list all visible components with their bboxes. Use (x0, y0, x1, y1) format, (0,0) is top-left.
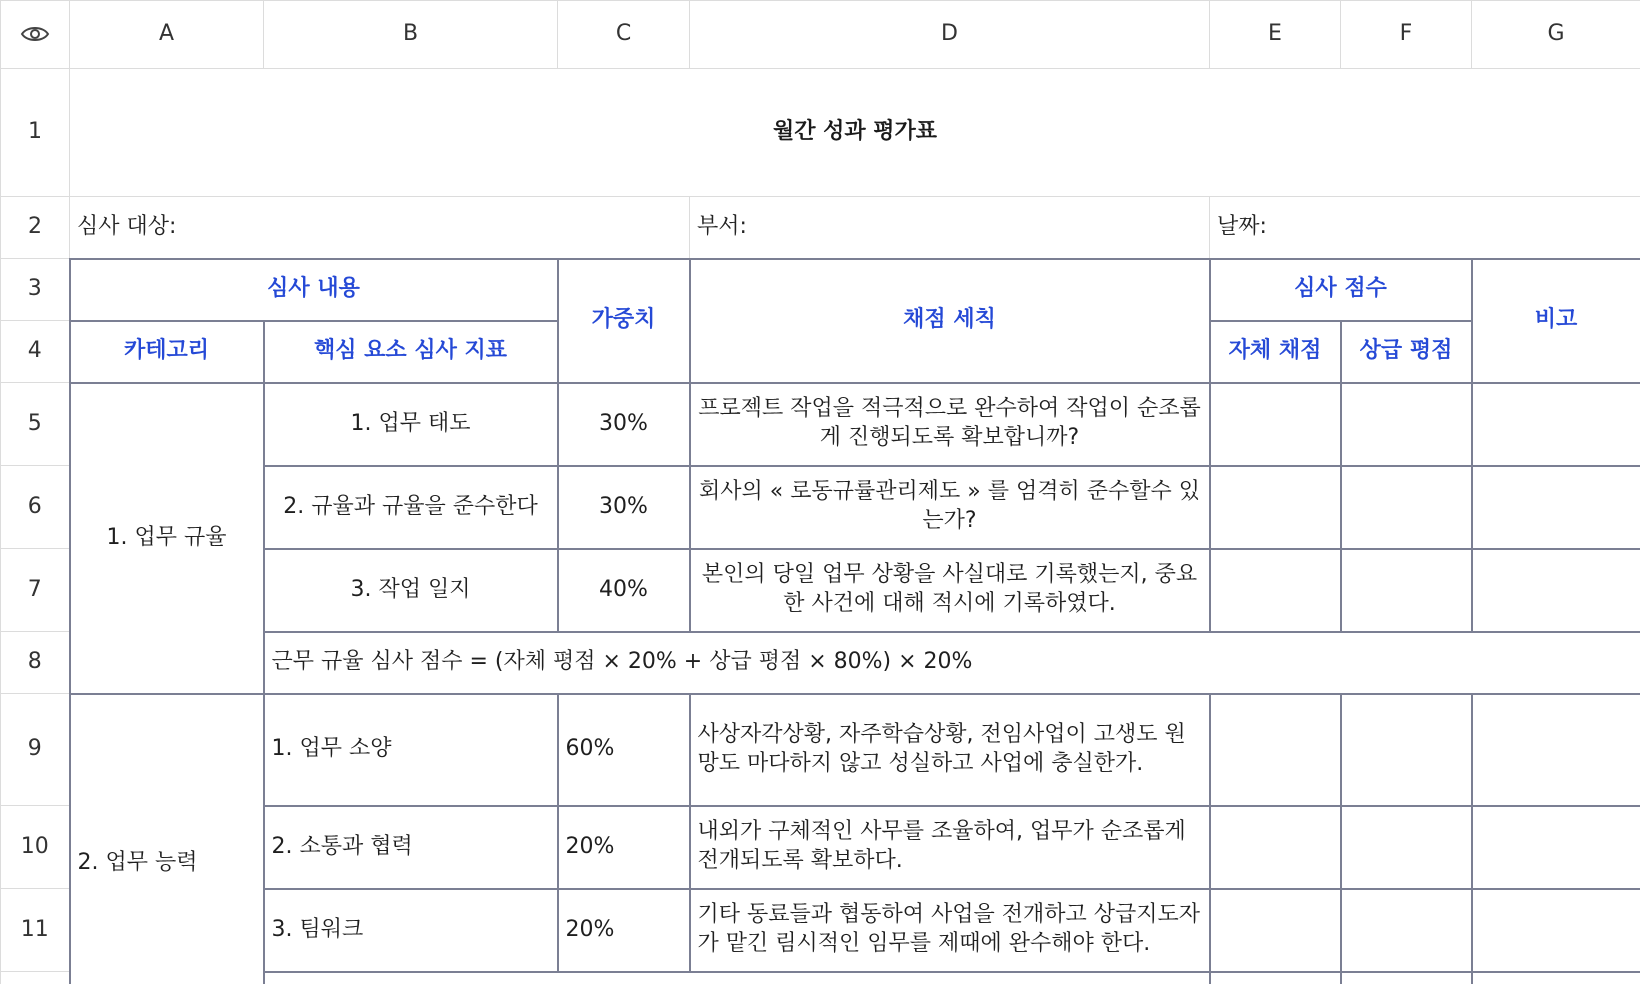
remarks-cell[interactable] (1472, 549, 1640, 632)
column-header-g[interactable]: G (1472, 1, 1640, 69)
criteria-header[interactable]: 채점 세칙 (690, 259, 1210, 383)
criteria-cell[interactable]: 사상자각상황, 자주학습상황, 전임사업이 고생도 원망도 마다하지 않고 성실하고 사업에 충실한가. (690, 694, 1210, 806)
indicator-cell[interactable]: 1. 업무 소양 (264, 694, 558, 806)
self-score-cell[interactable] (1210, 383, 1341, 466)
date-cell[interactable]: 날짜: (1210, 197, 1640, 259)
indicator-cell[interactable]: 2. 소통과 협력 (264, 806, 558, 889)
criteria-cell[interactable]: 내외가 구체적인 사무를 조율하여, 업무가 순조롭게 전개되도록 확보하다. (690, 806, 1210, 889)
row-header-4[interactable]: 4 (1, 321, 70, 383)
indicator-cell[interactable]: 3. 팀워크 (264, 889, 558, 972)
weight-cell[interactable]: 20% (558, 806, 690, 889)
indicator-cell[interactable]: 3. 작업 일지 (264, 549, 558, 632)
category-cell-discipline[interactable]: 1. 업무 규율 (70, 383, 264, 694)
criteria-cell[interactable]: 기타 동료들과 협동하여 사업을 전개하고 상급지도자가 맡긴 림시적인 임무를 제때에 완수해야 한다. (690, 889, 1210, 972)
self-score-cell[interactable] (1210, 549, 1341, 632)
weight-cell[interactable]: 20% (558, 889, 690, 972)
remarks-header[interactable]: 비고 (1472, 259, 1640, 383)
indicator-cell[interactable]: 1. 업무 태도 (264, 383, 558, 466)
column-header-a[interactable]: A (70, 1, 264, 69)
criteria-cell[interactable]: 회사의 « 로동규률관리제도 » 를 엄격히 준수할수 있는가? (690, 466, 1210, 549)
department-cell[interactable]: 부서: (690, 197, 1210, 259)
row-header-1[interactable]: 1 (1, 69, 70, 197)
supervisor-score-cell[interactable] (1341, 694, 1472, 806)
partial-cell[interactable] (1341, 972, 1472, 984)
self-score-cell[interactable] (1210, 466, 1341, 549)
indicator-cell[interactable]: 2. 규율과 규율을 준수한다 (264, 466, 558, 549)
column-header-b[interactable]: B (264, 1, 558, 69)
column-header-e[interactable]: E (1210, 1, 1341, 69)
row-header-11[interactable]: 11 (1, 889, 70, 972)
column-header-c[interactable]: C (558, 1, 690, 69)
indicator-header[interactable]: 핵심 요소 심사 지표 (264, 321, 558, 383)
row-header-7[interactable]: 7 (1, 549, 70, 632)
self-score-header[interactable]: 자체 채점 (1210, 321, 1341, 383)
row-header-2[interactable]: 2 (1, 197, 70, 259)
supervisor-score-cell[interactable] (1341, 383, 1472, 466)
weight-cell[interactable]: 40% (558, 549, 690, 632)
eye-icon (20, 24, 50, 44)
review-content-header[interactable]: 심사 내용 (70, 259, 558, 321)
partial-cell[interactable] (1472, 972, 1640, 984)
row-header-6[interactable]: 6 (1, 466, 70, 549)
category-header[interactable]: 카테고리 (70, 321, 264, 383)
row-header-9[interactable]: 9 (1, 694, 70, 806)
self-score-cell[interactable] (1210, 889, 1341, 972)
partial-cell[interactable] (1210, 972, 1341, 984)
remarks-cell[interactable] (1472, 806, 1640, 889)
supervisor-score-cell[interactable] (1341, 549, 1472, 632)
discipline-formula-cell[interactable]: 근무 규율 심사 점수 = (자체 평점 × 20% + 상급 평점 × 80%) × 20% (264, 632, 1640, 694)
remarks-cell[interactable] (1472, 383, 1640, 466)
supervisor-score-cell[interactable] (1341, 466, 1472, 549)
row-header-8[interactable]: 8 (1, 632, 70, 694)
row-header-5[interactable]: 5 (1, 383, 70, 466)
weight-cell[interactable]: 30% (558, 466, 690, 549)
remarks-cell[interactable] (1472, 694, 1640, 806)
remarks-cell[interactable] (1472, 889, 1640, 972)
self-score-cell[interactable] (1210, 694, 1341, 806)
review-subject-cell[interactable]: 심사 대상: (70, 197, 690, 259)
row-header-3[interactable]: 3 (1, 259, 70, 321)
category-cell-ability[interactable]: 2. 업무 능력 (70, 694, 264, 984)
self-score-cell[interactable] (1210, 806, 1341, 889)
column-header-d[interactable]: D (690, 1, 1210, 69)
partial-cell[interactable] (264, 972, 1210, 984)
row-header-12[interactable] (1, 972, 70, 984)
supervisor-score-cell[interactable] (1341, 806, 1472, 889)
criteria-cell[interactable]: 프로젝트 작업을 적극적으로 완수하여 작업이 순조롭게 진행되도록 확보합니까? (690, 383, 1210, 466)
remarks-cell[interactable] (1472, 466, 1640, 549)
weight-cell[interactable]: 60% (558, 694, 690, 806)
select-all-corner[interactable] (1, 1, 70, 69)
weight-header[interactable]: 가중치 (558, 259, 690, 383)
row-header-10[interactable]: 10 (1, 806, 70, 889)
review-score-header[interactable]: 심사 점수 (1210, 259, 1472, 321)
criteria-cell[interactable]: 본인의 당일 업무 상황을 사실대로 기록했는지, 중요한 사건에 대해 적시에 기록하였다. (690, 549, 1210, 632)
supervisor-score-header[interactable]: 상급 평점 (1341, 321, 1472, 383)
weight-cell[interactable]: 30% (558, 383, 690, 466)
column-header-f[interactable]: F (1341, 1, 1472, 69)
sheet-title-cell[interactable]: 월간 성과 평가표 (70, 69, 1640, 197)
supervisor-score-cell[interactable] (1341, 889, 1472, 972)
